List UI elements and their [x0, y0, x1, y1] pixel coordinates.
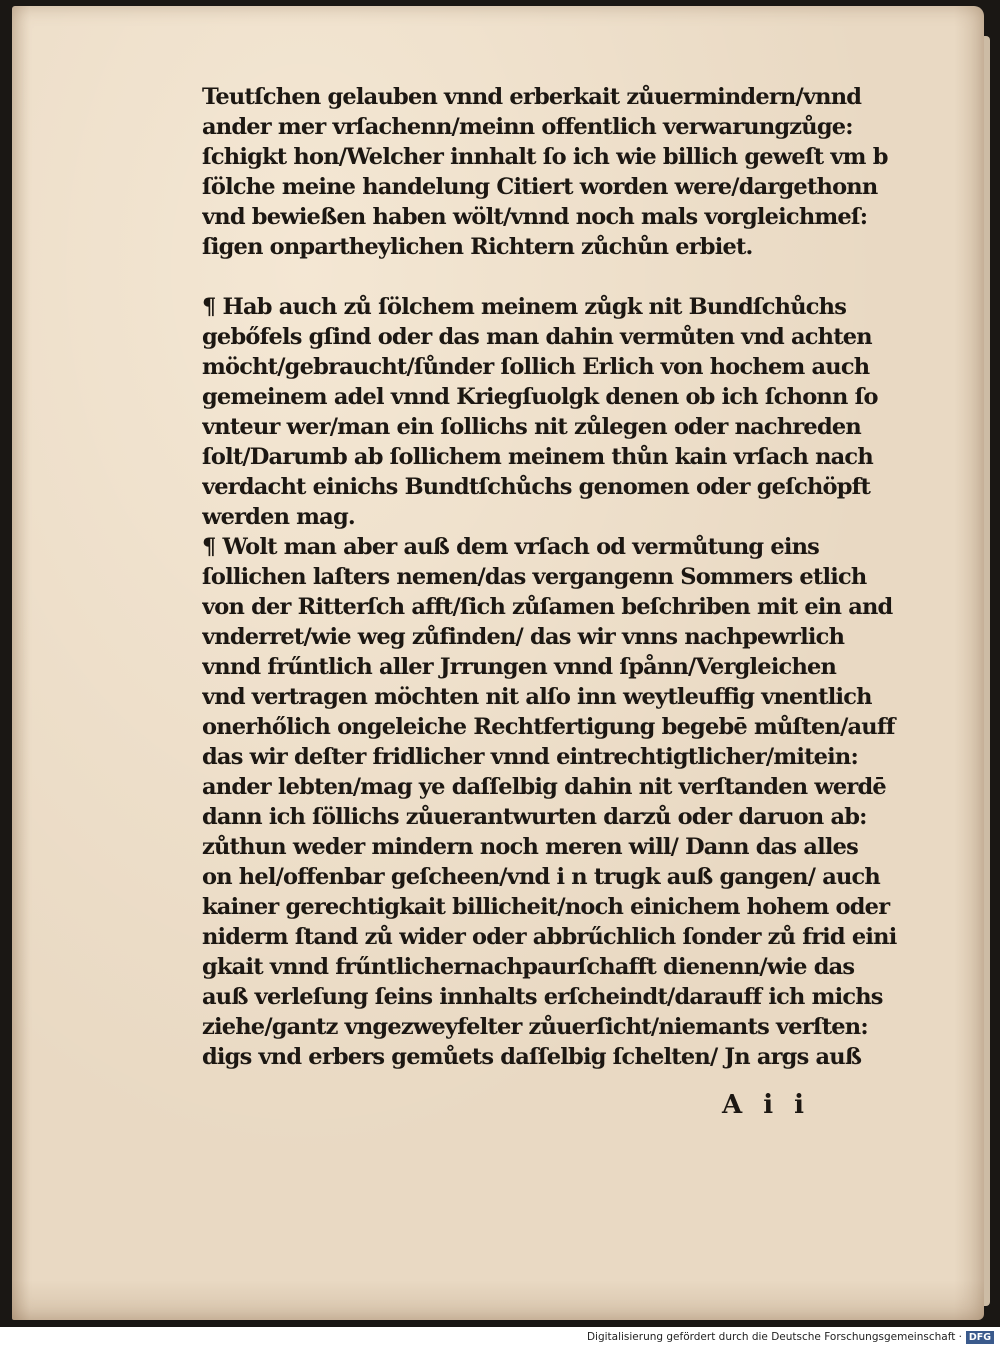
text-line: gkait vnnd frűntlichernachpaurſchafft dienenn/wie das	[202, 954, 855, 980]
text-line: vnd bewießen haben wölt/vnnd noch mals vorgleichmeſ:	[202, 204, 868, 230]
text-line: Teutſchen gelauben vnnd erberkait zůuermindern/vnnd	[202, 84, 862, 110]
text-line: vnd vertragen möchten nit alſo inn weytleuffig vnentlich	[202, 684, 872, 710]
text-line: vnteur wer/man ein ſollichs nit zůlegen oder nachreden	[202, 414, 861, 440]
text-line: von der Ritterſch afft/ſich zůſamen beſchriben mit ein and	[202, 594, 893, 620]
signature-mark: A i i	[722, 1090, 811, 1120]
text-line: ¶ Wolt man aber auß dem vrſach od vermůtung eins	[202, 534, 820, 560]
text-line: ſölche meine handelung Citiert worden were/dargethonn	[202, 174, 878, 200]
text-line: das wir deſter fridlicher vnnd eintrechtigtlicher/mitein:	[202, 744, 858, 770]
text-line: auß verleſung ſeins innhalts erſcheindt/darauff ich michs	[202, 984, 883, 1010]
text-line: dann ich ſöllichs zůuerantwurten darzů oder daruon ab:	[202, 804, 867, 830]
dfg-logo: DFG	[966, 1331, 994, 1344]
text-line: zůthun weder mindern noch meren will/ Dann das alles	[202, 834, 858, 860]
text-block	[202, 82, 902, 1072]
text-line: gebőfels gſind oder das man dahin vermůten vnd achten	[202, 324, 872, 350]
text-line: on hel/offenbar geſcheen/vnd i n trugk auß gangen/ auch	[202, 864, 880, 890]
text-line: ſigen onpartheylichen Richtern zůchůn erbiet.	[202, 234, 753, 260]
text-line: ſolt/Darumb ab ſollichem meinem thůn kain vrſach nach	[202, 444, 873, 470]
paragraph-gap	[202, 262, 902, 292]
text-line: ander mer vrſachenn/meinn offentlich verwarungzůge:	[202, 114, 853, 140]
text-line: möcht/gebraucht/ſůnder ſollich Erlich von hochem auch	[202, 354, 870, 380]
text-line: ander lebten/mag ye daſſelbig dahin nit verſtanden werdē	[202, 774, 886, 800]
text-line: ¶ Hab auch zů ſölchem meinem zůgk nit Bundſchůchs	[202, 294, 847, 320]
text-line: ſchigkt hon/Welcher innhalt ſo ich wie billich geweſt vm b	[202, 144, 888, 170]
footer-credit: Digitalisierung gefördert durch die Deutsche Forschungsgemeinschaft ·	[586, 1331, 962, 1343]
text-line: verdacht einichs Bundtſchůchs genomen oder geſchöpft	[202, 474, 871, 500]
text-line: digs vnd erbers gemůets daſſelbig ſchelten/ Jn args auß	[202, 1044, 862, 1070]
text-line: niderm ſtand zů wider oder abbrűchlich ſonder zů frid eini	[202, 924, 897, 950]
text-line: kainer gerechtigkait billicheit/noch einichem hohem oder	[202, 894, 890, 920]
text-line: werden mag.	[202, 504, 355, 530]
text-line: vnnd frűntlich aller Jrrungen vnnd ſpånn/Vergleichen	[202, 654, 837, 680]
page-edge	[984, 36, 990, 1306]
footer	[0, 1327, 1000, 1349]
text-line: gemeinem adel vnnd Kriegſuolgk denen ob ich ſchonn ſo	[202, 384, 878, 410]
text-line: ſollichen laſters nemen/das vergangenn Sommers etlich	[202, 564, 867, 590]
text-line: onerhőlich ongeleiche Rechtfertigung begebē můſten/auff	[202, 714, 895, 740]
text-line: vnderret/wie weg zůfinden/ das wir vnns nachpewrlich	[202, 624, 845, 650]
text-line: ziehe/gantz vngezweyfelter zůuerſicht/niemants verſten:	[202, 1014, 868, 1040]
